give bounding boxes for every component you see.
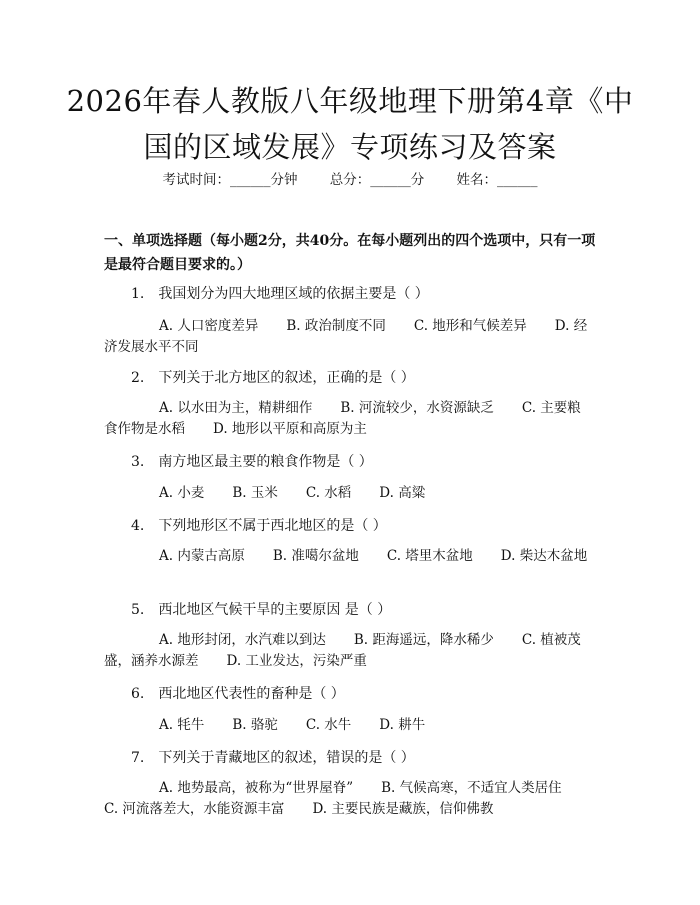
option: D. 耕牛: [379, 717, 426, 733]
question-options: [104, 715, 594, 736]
option: A. 人口密度差异: [159, 318, 259, 334]
option: C. 水牛: [305, 717, 352, 733]
option: A. 内蒙古高原: [159, 548, 245, 564]
option: D. 柴达木盆地: [500, 548, 588, 564]
option: D. 地形以平原和高原为主: [213, 421, 367, 437]
option: B. 骆驼: [232, 717, 278, 733]
option: B. 玉米: [232, 485, 278, 501]
question-stem: 6. 西北地区代表性的畜种是（ ）: [131, 686, 345, 702]
question-stem: 5. 西北地区气候干旱的主要原因 是（ ）: [131, 602, 392, 618]
option: A. 以水田为主，精耕细作: [159, 400, 313, 416]
option: B. 政治制度不同: [286, 318, 386, 334]
option: C. 地形和气候差异: [413, 318, 527, 334]
option: D. 经济发展水平不同: [104, 318, 588, 355]
option: A. 地势最高，被称为“世界屋脊”: [159, 780, 354, 796]
option: A. 地形封闭，水汽难以到达: [159, 632, 326, 648]
question-stem: 7. 下列关于青藏地区的叙述，错误的是（ ）: [131, 750, 415, 766]
question-options: [104, 630, 594, 672]
exam-time: 考试时间：______分钟: [162, 172, 298, 188]
student-name: 姓名：______: [456, 172, 538, 188]
question-options: [104, 483, 594, 504]
option: D. 主要民族是藏族，信仰佛教: [312, 801, 494, 817]
option: C. 河流落差大，水能资源丰富: [104, 801, 285, 817]
total-score: 总分：______分: [329, 172, 425, 188]
option: C. 水稻: [305, 485, 352, 501]
exam-info: [0, 168, 700, 188]
option: D. 工业发达，污染严重: [226, 653, 367, 669]
section-heading: 一、单项选择题（每小题2分，共40分。在每小题列出的四个选项中，只有一项是最符合题目要求的。）: [104, 233, 596, 273]
question-stem: 3. 南方地区最主要的粮食作物是（ ）: [131, 454, 373, 470]
option: A. 牦牛: [159, 717, 205, 733]
question-options: [104, 546, 594, 567]
question-options: [104, 778, 594, 820]
question-options: [104, 316, 594, 358]
option: C. 塔里木盆地: [386, 548, 473, 564]
document-title: 2026年春人教版八年级地理下册第4章《中国的区域发展》专项练习及答案: [66, 84, 634, 164]
question-stem: 4. 下列地形区不属于西北地区的是（ ）: [131, 518, 387, 534]
question-stem: 2. 下列关于北方地区的叙述，正确的是（ ）: [131, 370, 415, 386]
option: D. 高粱: [379, 485, 426, 501]
question-options: [104, 398, 594, 440]
option: C. 主要粮食作物是水稻: [104, 400, 581, 437]
question-stem: 1. 我国划分为四大地理区域的依据主要是（ ）: [131, 286, 429, 302]
option: B. 准噶尔盆地: [272, 548, 359, 564]
option: B. 河流较少，水资源缺乏: [340, 400, 494, 416]
option: C. 植被茂盛，涵养水源差: [104, 632, 581, 669]
option: B. 距海遥远，降水稀少: [353, 632, 494, 648]
option: A. 小麦: [159, 485, 205, 501]
option: B. 气候高寒，不适宜人类居住: [381, 780, 562, 796]
